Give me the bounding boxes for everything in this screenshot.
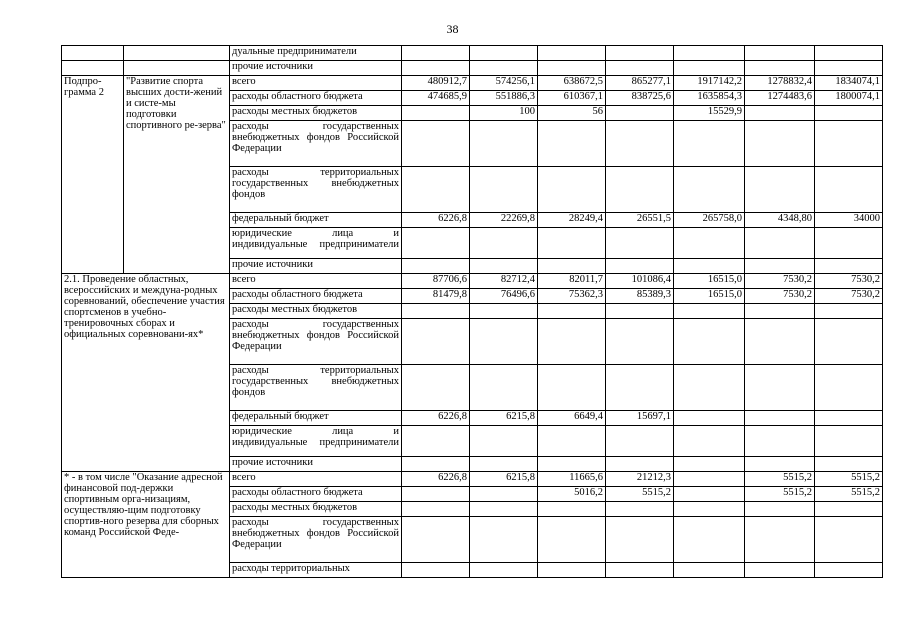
value-cell <box>745 167 815 213</box>
value-cell <box>402 106 470 121</box>
source-cell: расходы территориальных <box>230 563 402 578</box>
value-cell <box>470 167 538 213</box>
value-cell <box>606 319 674 365</box>
table-row <box>62 76 883 91</box>
table-row <box>62 61 883 76</box>
value-cell <box>815 121 883 167</box>
value-cell <box>674 487 745 502</box>
value-cell <box>470 563 538 578</box>
value-cell: 4348,80 <box>745 213 815 228</box>
value-cell <box>606 106 674 121</box>
source-cell: федеральный бюджет <box>230 411 402 426</box>
value-cell <box>538 457 606 472</box>
value-cell: 15529,9 <box>674 106 745 121</box>
source-cell: расходы государственных внебюджетных фондов Российской Федерации <box>230 121 402 167</box>
value-cell <box>470 228 538 259</box>
value-cell: 15697,1 <box>606 411 674 426</box>
source-cell: расходы государственных внебюджетных фондов Российской Федерации <box>230 319 402 365</box>
value-cell: 1834074,1 <box>815 76 883 91</box>
value-cell <box>470 304 538 319</box>
value-cell <box>402 487 470 502</box>
value-cell: 56 <box>538 106 606 121</box>
value-cell <box>402 304 470 319</box>
value-cell <box>745 502 815 517</box>
value-cell: 265758,0 <box>674 213 745 228</box>
value-cell <box>402 457 470 472</box>
program-title: "Развитие спорта высших дости-жений и систе-мы подготовки спортивного ре-зерва" <box>124 76 230 274</box>
value-cell <box>674 121 745 167</box>
value-cell: 6215,8 <box>470 472 538 487</box>
value-cell <box>606 304 674 319</box>
value-cell: 6649,4 <box>538 411 606 426</box>
value-cell <box>815 411 883 426</box>
value-cell: 82712,4 <box>470 274 538 289</box>
value-cell: 574256,1 <box>470 76 538 91</box>
value-cell <box>470 365 538 411</box>
table-row <box>62 46 883 61</box>
table-row <box>62 274 883 289</box>
value-cell <box>538 61 606 76</box>
value-cell <box>538 228 606 259</box>
value-cell <box>745 259 815 274</box>
source-cell: расходы территориальных государственных внебюджетных фондов <box>230 167 402 213</box>
value-cell: 5016,2 <box>538 487 606 502</box>
value-cell <box>402 426 470 457</box>
value-cell <box>402 167 470 213</box>
value-cell <box>606 563 674 578</box>
source-cell: расходы областного бюджета <box>230 91 402 106</box>
value-cell <box>606 365 674 411</box>
value-cell: 480912,7 <box>402 76 470 91</box>
value-cell: 34000 <box>815 213 883 228</box>
value-cell <box>402 46 470 61</box>
table-row <box>62 472 883 487</box>
value-cell <box>606 502 674 517</box>
value-cell <box>674 259 745 274</box>
value-cell <box>538 167 606 213</box>
source-cell: юридические лица и индивидуальные предприниматели <box>230 228 402 259</box>
value-cell <box>674 472 745 487</box>
source-cell: дуальные предприниматели <box>230 46 402 61</box>
value-cell <box>606 228 674 259</box>
value-cell: 610367,1 <box>538 91 606 106</box>
value-cell <box>470 457 538 472</box>
value-cell: 87706,6 <box>402 274 470 289</box>
value-cell: 551886,3 <box>470 91 538 106</box>
value-cell: 6226,8 <box>402 472 470 487</box>
value-cell <box>606 121 674 167</box>
value-cell <box>538 563 606 578</box>
value-cell <box>402 502 470 517</box>
value-cell <box>402 259 470 274</box>
value-cell <box>674 167 745 213</box>
value-cell <box>606 61 674 76</box>
value-cell <box>402 563 470 578</box>
source-cell: расходы местных бюджетов <box>230 304 402 319</box>
value-cell <box>538 121 606 167</box>
value-cell <box>815 426 883 457</box>
value-cell <box>815 365 883 411</box>
source-cell: расходы территориальных государственных внебюджетных фондов <box>230 365 402 411</box>
value-cell <box>674 365 745 411</box>
value-cell <box>538 365 606 411</box>
source-cell: юридические лица и индивидуальные предприниматели <box>230 426 402 457</box>
footnote-title: * - в том числе "Оказание адресной финансовой под-держки спортивным орга-низациям, осуществляю-щим подготовку спортив-ного резерва для сборных команд Российской Феде- <box>62 472 230 578</box>
value-cell <box>538 259 606 274</box>
value-cell: 474685,9 <box>402 91 470 106</box>
value-cell <box>606 426 674 457</box>
value-cell <box>815 228 883 259</box>
value-cell <box>674 517 745 563</box>
value-cell: 101086,4 <box>606 274 674 289</box>
source-cell: расходы местных бюджетов <box>230 106 402 121</box>
value-cell <box>674 304 745 319</box>
value-cell <box>470 46 538 61</box>
value-cell <box>674 457 745 472</box>
value-cell: 5515,2 <box>815 487 883 502</box>
value-cell: 7530,2 <box>745 289 815 304</box>
value-cell <box>815 304 883 319</box>
source-cell: расходы областного бюджета <box>230 289 402 304</box>
value-cell <box>606 517 674 563</box>
value-cell <box>538 502 606 517</box>
value-cell <box>470 487 538 502</box>
value-cell: 5515,2 <box>745 487 815 502</box>
value-cell: 865277,1 <box>606 76 674 91</box>
value-cell: 75362,3 <box>538 289 606 304</box>
value-cell <box>815 167 883 213</box>
value-cell <box>606 46 674 61</box>
value-cell: 5515,2 <box>606 487 674 502</box>
page-number: 38 <box>446 22 459 36</box>
source-cell: федеральный бюджет <box>230 213 402 228</box>
value-cell <box>538 304 606 319</box>
value-cell <box>815 319 883 365</box>
value-cell <box>606 259 674 274</box>
value-cell: 82011,7 <box>538 274 606 289</box>
table-body <box>62 46 883 578</box>
value-cell <box>745 61 815 76</box>
source-cell: расходы областного бюджета <box>230 487 402 502</box>
value-cell <box>674 502 745 517</box>
value-cell: 85389,3 <box>606 289 674 304</box>
program-label: Подпро-грамма 2 <box>62 76 124 274</box>
value-cell: 638672,5 <box>538 76 606 91</box>
value-cell <box>745 46 815 61</box>
value-cell: 21212,3 <box>606 472 674 487</box>
value-cell: 22269,8 <box>470 213 538 228</box>
value-cell: 28249,4 <box>538 213 606 228</box>
value-cell <box>745 106 815 121</box>
value-cell <box>470 61 538 76</box>
empty-cell <box>124 61 230 76</box>
source-cell: прочие источники <box>230 457 402 472</box>
value-cell: 1917142,2 <box>674 76 745 91</box>
budget-table <box>61 45 883 578</box>
value-cell <box>606 457 674 472</box>
value-cell: 1635854,3 <box>674 91 745 106</box>
value-cell <box>745 411 815 426</box>
value-cell: 1800074,1 <box>815 91 883 106</box>
value-cell <box>674 46 745 61</box>
value-cell: 81479,8 <box>402 289 470 304</box>
value-cell <box>745 426 815 457</box>
value-cell <box>470 121 538 167</box>
value-cell <box>402 61 470 76</box>
value-cell: 1278832,4 <box>745 76 815 91</box>
source-cell: всего <box>230 76 402 91</box>
value-cell <box>402 365 470 411</box>
value-cell <box>745 304 815 319</box>
source-cell: прочие источники <box>230 61 402 76</box>
value-cell: 16515,0 <box>674 274 745 289</box>
value-cell <box>402 319 470 365</box>
value-cell <box>470 426 538 457</box>
value-cell <box>606 167 674 213</box>
value-cell: 7530,2 <box>815 289 883 304</box>
value-cell <box>402 121 470 167</box>
value-cell: 76496,6 <box>470 289 538 304</box>
value-cell <box>815 502 883 517</box>
value-cell <box>745 563 815 578</box>
value-cell: 6226,8 <box>402 213 470 228</box>
value-cell: 100 <box>470 106 538 121</box>
value-cell <box>674 228 745 259</box>
measure-title: 2.1. Проведение областных, всероссийских и междуна-родных соревнований, обеспечение участия спортсменов в учебно-тренировочных сборах и официальных соревновани-ях* <box>62 274 230 472</box>
value-cell: 16515,0 <box>674 289 745 304</box>
value-cell <box>402 228 470 259</box>
empty-cell <box>124 46 230 61</box>
source-cell: всего <box>230 472 402 487</box>
value-cell <box>745 517 815 563</box>
value-cell <box>674 411 745 426</box>
empty-cell <box>62 61 124 76</box>
value-cell <box>538 426 606 457</box>
value-cell: 11665,6 <box>538 472 606 487</box>
value-cell <box>538 517 606 563</box>
value-cell: 1274483,6 <box>745 91 815 106</box>
value-cell <box>674 426 745 457</box>
value-cell <box>815 457 883 472</box>
value-cell: 26551,5 <box>606 213 674 228</box>
value-cell <box>674 563 745 578</box>
value-cell: 5515,2 <box>815 472 883 487</box>
value-cell <box>745 457 815 472</box>
value-cell <box>674 61 745 76</box>
value-cell <box>745 365 815 411</box>
source-cell: расходы государственных внебюджетных фондов Российской Федерации <box>230 517 402 563</box>
source-cell: расходы местных бюджетов <box>230 502 402 517</box>
value-cell <box>470 319 538 365</box>
value-cell <box>470 259 538 274</box>
value-cell: 838725,6 <box>606 91 674 106</box>
value-cell <box>815 563 883 578</box>
value-cell <box>674 319 745 365</box>
value-cell <box>815 106 883 121</box>
value-cell <box>745 228 815 259</box>
value-cell <box>402 517 470 563</box>
value-cell: 5515,2 <box>745 472 815 487</box>
value-cell <box>745 319 815 365</box>
value-cell: 6226,8 <box>402 411 470 426</box>
value-cell <box>815 517 883 563</box>
value-cell <box>470 517 538 563</box>
value-cell <box>538 319 606 365</box>
empty-cell <box>62 46 124 61</box>
source-cell: всего <box>230 274 402 289</box>
value-cell: 6215,8 <box>470 411 538 426</box>
value-cell <box>538 46 606 61</box>
value-cell <box>815 61 883 76</box>
value-cell <box>745 121 815 167</box>
value-cell <box>815 259 883 274</box>
value-cell: 7530,2 <box>815 274 883 289</box>
value-cell: 7530,2 <box>745 274 815 289</box>
value-cell <box>815 46 883 61</box>
value-cell <box>470 502 538 517</box>
source-cell: прочие источники <box>230 259 402 274</box>
